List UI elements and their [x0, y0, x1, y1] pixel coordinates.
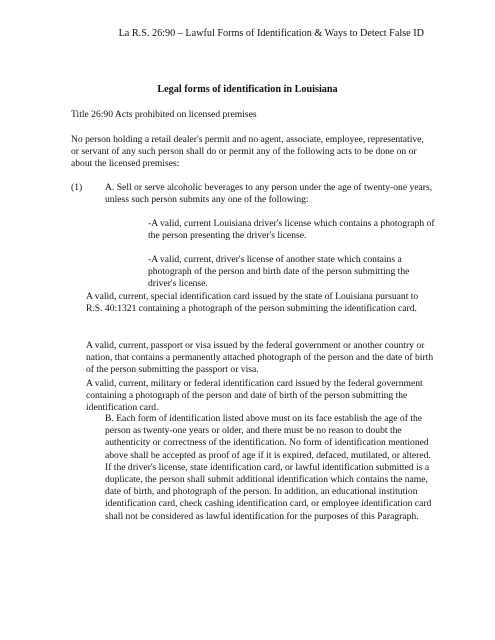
- item-b-paragraph: B. Each form of identification listed above must on its face establish the age of the person as twenty-one years or older, and there must be no reason to doubt the authenticity or correctness of the identification. No form of identification mentioned above shall be accepted as proof of age if it is expired, defaced, mutilated, or altered. If the driver's license, state identification card, or lawful identification submitted is a duplicate, the person shall submit additional identification which contains the name, date of birth, and photograph of the person. In addition, an educational institution identification card, check cashing identification card, or employee identification card shall not be considered as lawful identification for the purposes of this Paragraph.: [105, 413, 432, 522]
- sub-item-other-state-license: -A valid, current, driver's license of another state which contains a photograph of the person and birth date of the person submitting the driver's license.: [148, 254, 410, 290]
- passport-paragraph: A valid, current, passport or visa issued by the federal government or another country or nation, that contains a permanently attached photograph of the person and the date of birth of the person submitting the passport or visa.: [86, 340, 434, 376]
- sub-item-louisiana-license: -A valid, current Louisiana driver's license which contains a photograph of the person presenting the driver's license.: [148, 218, 435, 242]
- item-number: (1): [71, 182, 83, 193]
- item-a-paragraph: A. Sell or serve alcoholic beverages to any person under the age of twenty-one years, unless such person submits any one of the following:: [105, 182, 433, 206]
- special-id-paragraph: A valid, current, special identification card issued by the state of Louisiana pursuant to R.S. 40:1321 containing a photograph of the person submitting the identification card.: [86, 291, 419, 315]
- intro-paragraph: No person holding a retail dealer's permit and no agent, associate, employee, representative, or servant of any such person shall do or permit any of the following acts to be done on or about the licensed premises:: [71, 134, 424, 170]
- page-header: La R.S. 26:90 – Lawful Forms of Identification & Ways to Detect False ID: [118, 28, 424, 39]
- section-title: Title 26:90 Acts prohibited on licensed premises: [71, 109, 257, 120]
- document-heading: Legal forms of identification in Louisiana: [157, 84, 338, 95]
- military-id-paragraph: A valid, current, military or federal identification card issued by the federal government containing a photograph of the person and date of birth of the person submitting the identification card.: [86, 378, 423, 414]
